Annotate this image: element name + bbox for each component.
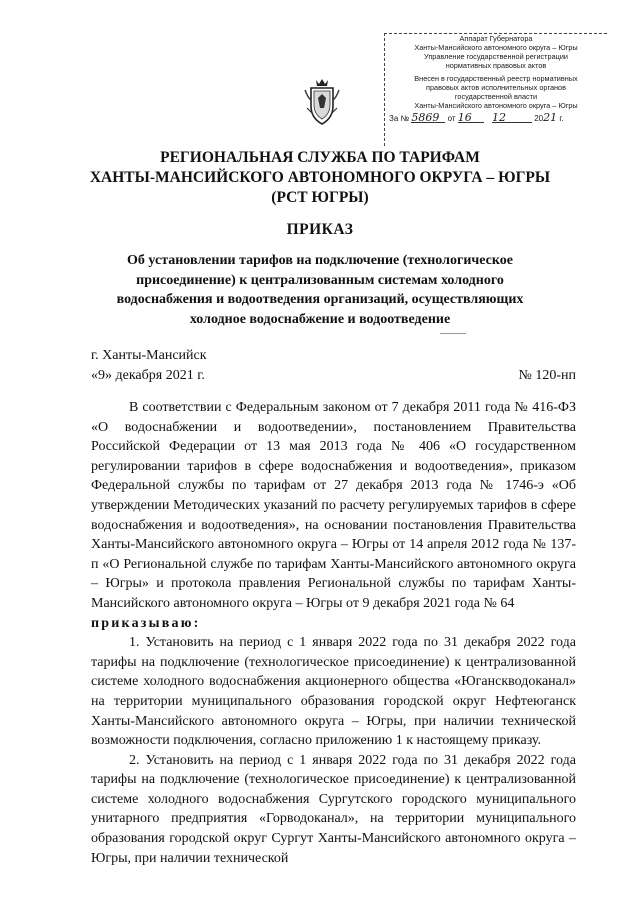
- document-type: ПРИКАЗ: [286, 221, 354, 238]
- stamp-registration-number: [385, 113, 607, 123]
- order-date: «9» декабря 2021 г.: [91, 367, 205, 383]
- stamp-line: государственной власти: [454, 92, 538, 101]
- subject-line: Об установлении тарифов на подключение (технологическое: [127, 253, 513, 268]
- stamp-line: Ханты-Мансийского автономного округа – Югры: [414, 101, 578, 110]
- subject-line: холодное водоснабжение и водоотведение: [189, 311, 451, 327]
- coat-of-arms-icon: [303, 78, 341, 128]
- stamp-month: 12: [492, 113, 532, 123]
- item-paragraph: 1. Установить на период с 1 января 2022 года по 31 декабря 2022 года тарифы на подключение (технологическое присоединение) к централизованной системе холодного водоснабжения акционерного общества «Юганскводоканал» на территории муниципального образования городской округ Нефтеюганск Ханты-Мансийского автономного округа – Югры, при наличии технической возможности подключения, согласно приложению 1 к настоящему приказу.: [91, 635, 576, 749]
- stamp-line: нормативных правовых актов: [445, 61, 547, 70]
- agency-title-line: (РСТ ЮГРЫ): [271, 189, 369, 206]
- stamp-line: Внесен в государственный реестр нормативных: [414, 74, 578, 83]
- document-body: [91, 398, 576, 868]
- stamp-line: Управление государственной регистрации: [424, 52, 568, 61]
- stamp-number-prefix: За №: [389, 114, 410, 123]
- subject-line: присоединение) к централизованным системам холодного: [136, 272, 504, 288]
- stamp-number-value: 5869: [411, 113, 445, 123]
- registration-stamp: [384, 33, 607, 146]
- stamp-day: 16: [458, 113, 484, 123]
- item-paragraph: 2. Установить на период с 1 января 2022 года по 31 декабря 2022 года тарифы на подключение (технологическое присоединение) к централизованной системе холодного водоснабжения Сургутского городского муниципального унитарного предприятия «Горводоканал», на территории муниципального образования городской округ Сургут Ханты-Мансийского автономного округа – Югры, при наличии технической: [91, 752, 576, 866]
- city: г. Ханты-Мансийск: [91, 348, 207, 363]
- document-subject: [60, 251, 580, 329]
- subject-line: водоснабжения и водоотведения организаций, осуществляющих: [116, 292, 524, 307]
- agency-title: [60, 148, 580, 208]
- order-number: № 120-нп: [518, 367, 576, 383]
- stamp-year-prefix: 20: [534, 114, 544, 123]
- agency-title-line: РЕГИОНАЛЬНАЯ СЛУЖБА ПО ТАРИФАМ: [160, 149, 480, 166]
- agency-title-line: ХАНТЫ-МАНСИЙСКОГО АВТОНОМНОГО ОКРУГА – ЮГРЫ: [89, 169, 551, 186]
- order-word-paragraph: [91, 614, 576, 634]
- stamp-line: правовых актов исполнительных органов: [426, 83, 566, 92]
- stamp-line: Аппарат Губернатора: [459, 34, 533, 43]
- order-word: приказываю:: [91, 615, 201, 631]
- place-and-date: [91, 346, 207, 385]
- preamble-paragraph: В соответствии с Федеральным законом от 7 декабря 2011 года № 416-ФЗ «О водоснабжении и водоотведении», постановлением Правительства Российской Федерации от 13 мая 2013 года № 406 «О государственном регулировании тарифов в сфере водоснабжения и водоотведения», приказом Федеральной службы по тарифам от 27 декабря 2013 года № 1746-э «Об утверждении Методических указаний по расчету регулируемых тарифов в сфере водоснабжения и водоотведения», на основании постановления Правительства Ханты-Мансийского автономного округа – Югры от 14 апреля 2012 года № 137-п «О Региональной службе по тарифам Ханты-Мансийского автономного округа – Югры» и протокола правления Региональной службы по тарифам Ханты-Мансийского автономного округа – Югры от 9 декабря 2021 года № 64: [91, 400, 576, 611]
- divider: [440, 333, 466, 334]
- stamp-from-label: от: [447, 114, 456, 123]
- stamp-year-suffix: 21: [543, 113, 558, 123]
- stamp-line: Ханты-Мансийского автономного округа – Югры: [414, 43, 578, 52]
- stamp-year-label: г.: [559, 114, 564, 123]
